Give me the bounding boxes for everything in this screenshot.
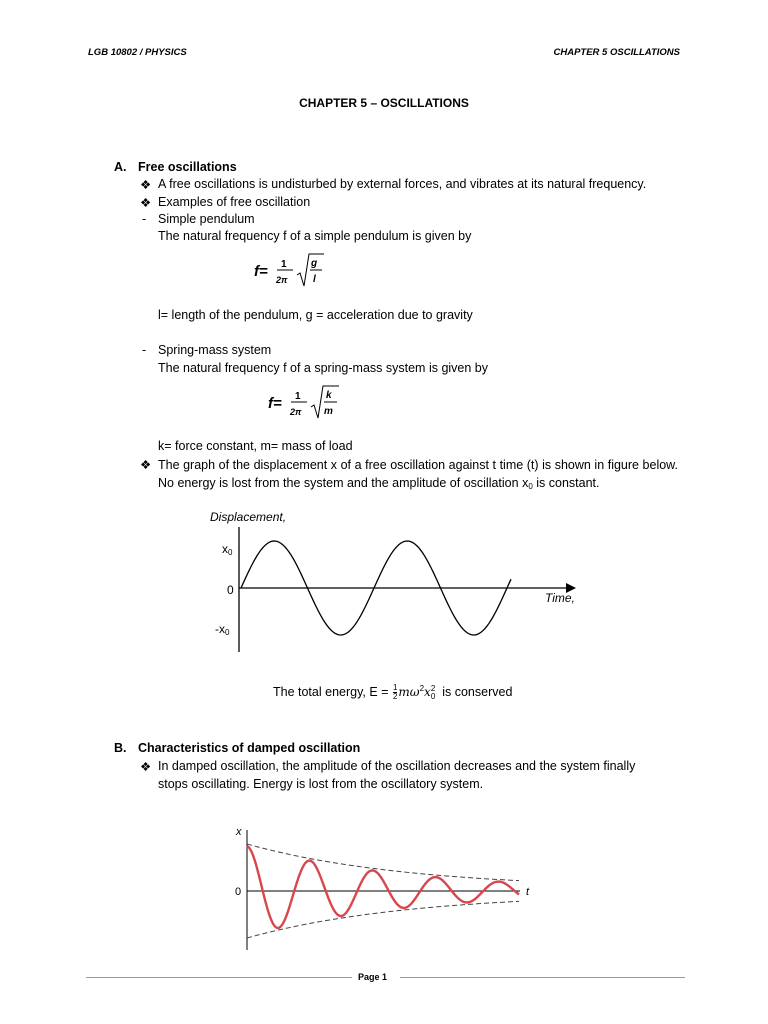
tick-neg-x0: -x0 — [215, 622, 230, 637]
page-number: Page 1 — [358, 972, 388, 982]
svg-text:2π: 2π — [290, 407, 302, 417]
header-chapter: CHAPTER 5 OSCILLATIONS — [553, 47, 680, 58]
lower-envelope — [247, 901, 519, 938]
damped-oscillation-graph — [228, 822, 538, 957]
svg-text:m: m — [324, 406, 333, 417]
pendulum-variable-note: l= length of the pendulum, g = acceleration due to gravity — [158, 308, 473, 322]
diamond-bullet-icon: ❖ — [140, 178, 152, 192]
svg-text:1: 1 — [295, 391, 301, 402]
upper-envelope — [247, 844, 519, 881]
total-energy-statement: The total energy, E = $\frac{1}{2}$ $m\omega^2x$ 2 0 is conserved — [273, 683, 513, 702]
example-simple-pendulum: Simple pendulum — [158, 212, 255, 226]
footer-rule-right — [400, 977, 685, 978]
page-title: CHAPTER 5 – OSCILLATIONS — [299, 96, 469, 110]
tick-x0: x0 — [222, 542, 233, 557]
svg-text:k: k — [326, 390, 332, 401]
tick-zero: 0 — [227, 583, 234, 597]
svg-text:f=: f= — [268, 395, 282, 412]
damped-origin-label: 0 — [235, 886, 242, 898]
example-spring-mass: Spring-mass system — [158, 343, 272, 357]
bullet-free-oscillation-definition: A free oscillations is undisturbed by external forces, and vibrates at its natural frequency. — [158, 177, 647, 191]
bullet-free-oscillation-graph: The graph of the displacement x of a free oscillation against t time (t) is shown in figure below. No energy is lost from the system and the amplitude of oscillation $x_0$ is constant. — [158, 458, 678, 491]
section-b-heading: Characteristics of damped oscillation — [138, 741, 361, 755]
damped-wave — [247, 846, 519, 928]
bullet-examples: Examples of free oscillation — [158, 195, 311, 209]
svg-text:g: g — [311, 258, 318, 269]
section-a-marker: A. — [114, 160, 127, 174]
y-axis-label: Displacement, — [210, 510, 287, 524]
damped-x-label: t — [526, 886, 530, 898]
diamond-bullet-icon: ❖ — [140, 196, 152, 210]
spring-frequency-formula — [266, 380, 346, 422]
diamond-bullet-icon: ❖ — [140, 760, 152, 774]
pendulum-frequency-formula — [252, 248, 332, 290]
footer-rule-left — [86, 977, 352, 978]
header-course: LGB 10802 / PHYSICS — [88, 47, 187, 58]
svg-text:l: l — [313, 274, 316, 285]
svg-text:1: 1 — [281, 259, 287, 270]
svg-text:f=: f= — [254, 263, 268, 280]
section-a-heading: Free oscillations — [138, 160, 237, 174]
damped-bullet-line-1: In damped oscillation, the amplitude of the oscillation decreases and the system finally — [158, 759, 636, 773]
svg-text:2π: 2π — [276, 275, 288, 285]
spring-variable-note: k= force constant, m= mass of load — [158, 439, 353, 453]
damped-bullet-line-2: stops oscillating. Energy is lost from the oscillatory system. — [158, 777, 484, 791]
section-b-marker: B. — [114, 741, 127, 755]
free-oscillation-graph — [200, 505, 590, 660]
dash-marker: - — [142, 212, 147, 226]
dash-marker: - — [142, 343, 147, 357]
pendulum-description: The natural frequency f of a simple pendulum is given by — [158, 229, 472, 243]
diamond-bullet-icon: ❖ — [140, 458, 152, 472]
damped-y-label: x — [236, 826, 242, 838]
spring-description: The natural frequency f of a spring-mass system is given by — [158, 361, 489, 375]
x-axis-label: Time, — [545, 591, 575, 605]
